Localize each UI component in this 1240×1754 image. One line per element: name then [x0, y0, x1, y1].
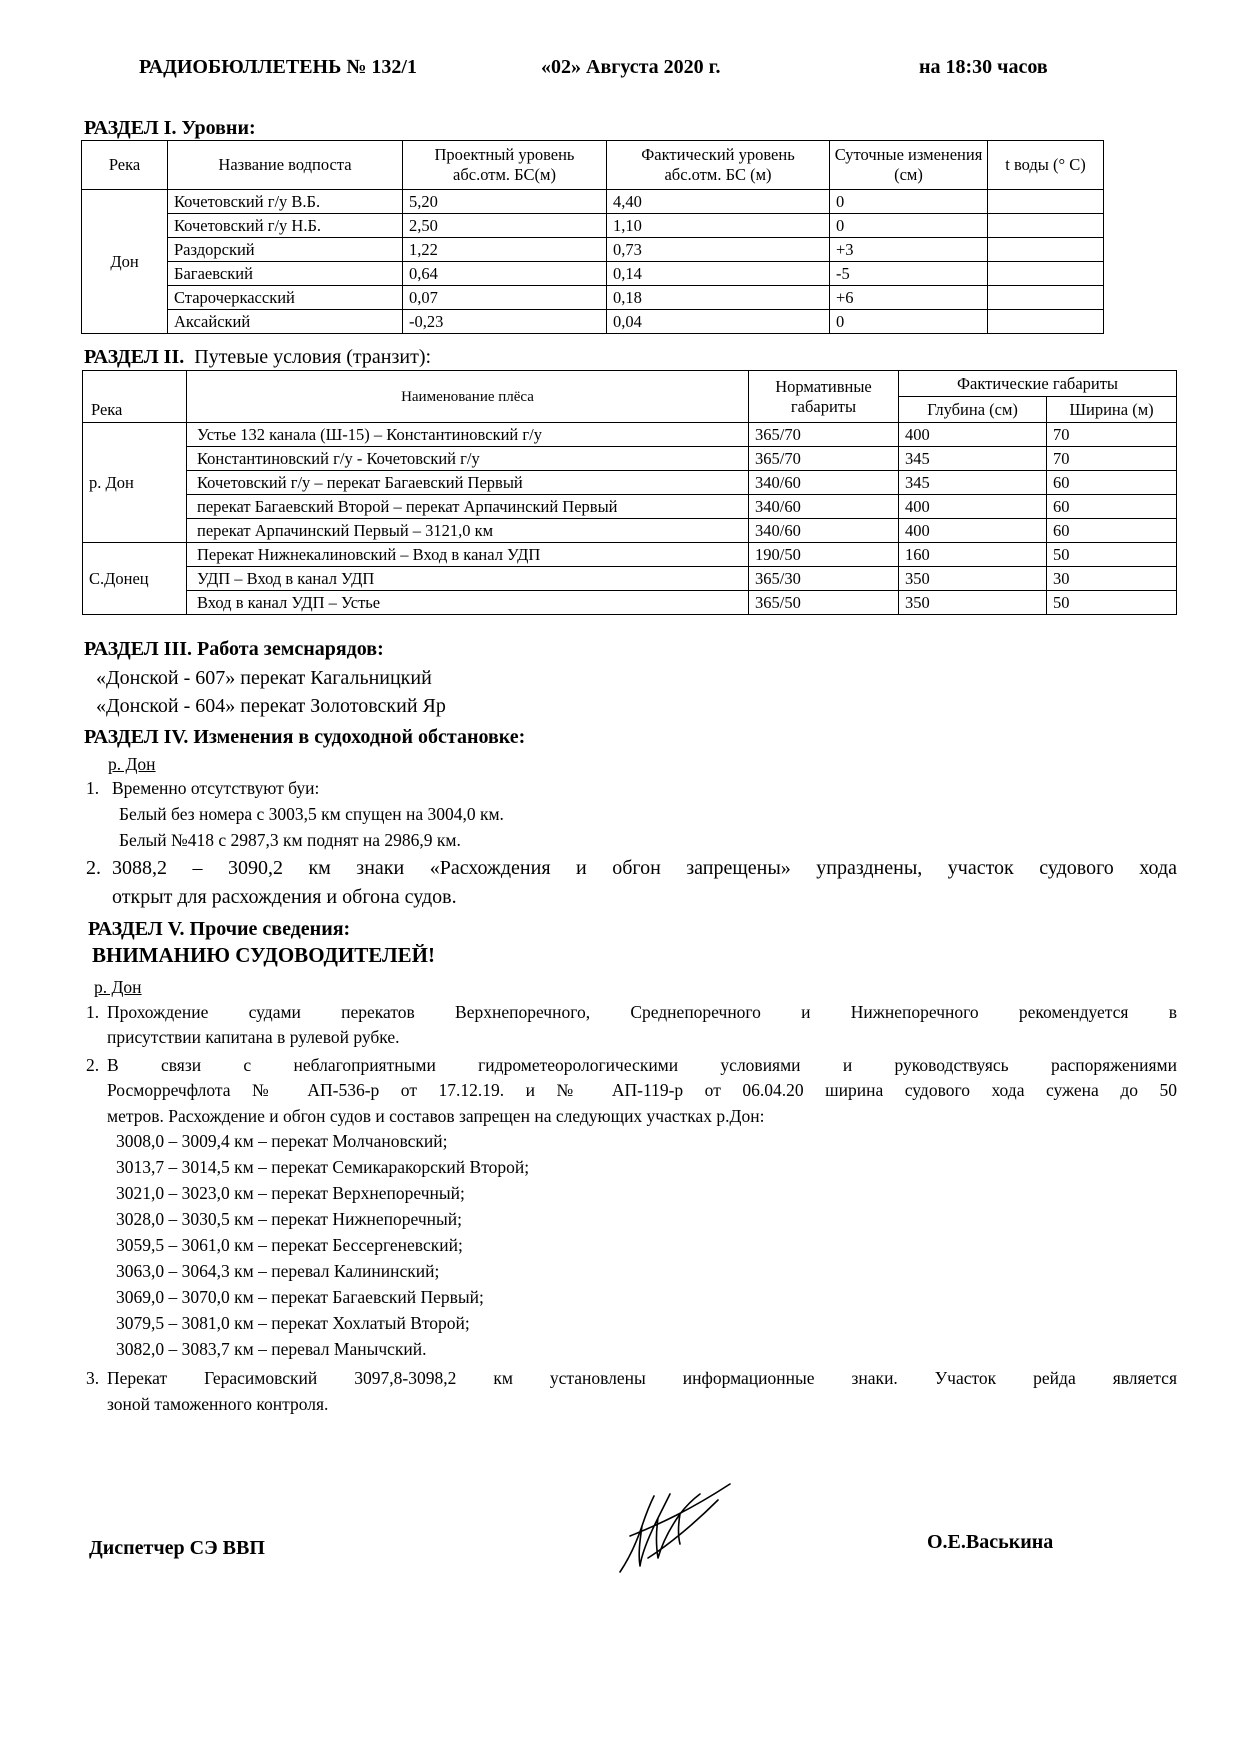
depth-cell: 400 [899, 495, 1047, 519]
section5-item2-line1: В связи с неблагоприятными гидрометеорологическими условиями и руководствуясь распоряжениями [107, 1055, 1177, 1075]
daily-change-cell: -5 [830, 262, 988, 286]
col-river: Река [82, 141, 168, 190]
stretch-name-cell: Устье 132 канала (Ш-15) – Константиновский г/у [187, 423, 749, 447]
water-temp-cell [988, 262, 1104, 286]
restricted-section-item: 3059,5 – 3061,0 км – перекат Бессергеневский; [116, 1235, 463, 1255]
section4-buoy-line: Белый без номера с 3003,5 км спущен на 3004,0 км. [119, 804, 504, 824]
normative-cell: 365/70 [749, 447, 899, 471]
section5-item3-number: 3. [86, 1368, 100, 1388]
width-cell: 30 [1047, 567, 1177, 591]
width-cell: 60 [1047, 495, 1177, 519]
width-cell: 60 [1047, 519, 1177, 543]
restricted-section-item: 3021,0 – 3023,0 км – перекат Верхнепоречный; [116, 1183, 465, 1203]
restricted-section-item: 3069,0 – 3070,0 км – перекат Багаевский Первый; [116, 1287, 484, 1307]
dispatcher-name: О.Е.Васькина [927, 1531, 1054, 1553]
station-name-cell: Аксайский [168, 310, 403, 334]
col-river: Река [83, 371, 187, 423]
col-actual-group: Фактические габариты [899, 371, 1177, 397]
col-station: Название водпоста [168, 141, 403, 190]
dispatcher-position: Диспетчер СЭ ВВП [89, 1537, 265, 1559]
width-cell: 70 [1047, 423, 1177, 447]
restricted-section-item: 3013,7 – 3014,5 км – перекат Семикаракорский Второй; [116, 1157, 530, 1177]
section4-river: р. Дон [108, 754, 156, 774]
actual-level-cell: 0,14 [607, 262, 830, 286]
level-row [82, 262, 1104, 286]
stretch-name-cell: Перекат Нижнекалиновский – Вход в канал УДП [187, 543, 749, 567]
transit-row [83, 423, 1177, 447]
stretch-name-cell: Кочетовский г/у – перекат Багаевский Первый [187, 471, 749, 495]
river-cell: С.Донец [83, 543, 187, 615]
water-temp-cell [988, 286, 1104, 310]
section5-item1-line1: Прохождение судами перекатов Верхнепоречного, Среднепоречного и Нижнепоречного рекомендуется в [107, 1002, 1177, 1022]
transit-row [83, 591, 1177, 615]
section4-buoy-line: Белый №418 с 2987,3 км поднят на 2986,9 км. [119, 830, 461, 850]
restricted-section-item: 3063,0 – 3064,3 км – перевал Калининский; [116, 1261, 440, 1281]
stretch-name-cell: Константиновский г/у - Кочетовский г/у [187, 447, 749, 471]
restricted-section-item: 3082,0 – 3083,7 км – перевал Манычский. [116, 1339, 427, 1359]
depth-cell: 400 [899, 519, 1047, 543]
col-normative: Нормативные габариты [749, 371, 899, 423]
restricted-section-item: 3028,0 – 3030,5 км – перекат Нижнепоречный; [116, 1209, 463, 1229]
depth-cell: 345 [899, 471, 1047, 495]
section4-item1-title: Временно отсутствуют буи: [112, 778, 320, 798]
daily-change-cell: +3 [830, 238, 988, 262]
transit-header-row-1 [83, 371, 1177, 397]
normative-cell: 365/30 [749, 567, 899, 591]
col-stretch: Наименование плёса [187, 371, 749, 423]
section1-title: РАЗДЕЛ I. Уровни: [84, 117, 256, 139]
section2-title-text: Путевые условия (транзит): [194, 346, 432, 368]
section4-item2-number: 2. [86, 857, 101, 879]
transit-row [83, 543, 1177, 567]
stretch-name-cell: Вход в канал УДП – Устье [187, 591, 749, 615]
depth-cell: 350 [899, 591, 1047, 615]
section5-river: р. Дон [94, 977, 142, 997]
section4-item2-line1: 3088,2 – 3090,2 км знаки «Расхождения и обгон запрещены» упразднены, участок судового хода [112, 857, 1177, 879]
transit-row [83, 519, 1177, 543]
river-cell: р. Дон [83, 423, 187, 543]
level-row [82, 286, 1104, 310]
bulletin-title: РАДИОБЮЛЛЕТЕНЬ № 132/1 [139, 56, 417, 78]
actual-level-cell: 0,73 [607, 238, 830, 262]
transit-row [83, 447, 1177, 471]
col-project-level: Проектный уровень абс.отм. БС(м) [403, 141, 607, 190]
col-water-temp: t воды (° C) [988, 141, 1104, 190]
daily-change-cell: 0 [830, 190, 988, 214]
section5-title: РАЗДЕЛ V. Прочие сведения: [88, 918, 351, 940]
transit-table [82, 370, 1177, 615]
project-level-cell: 5,20 [403, 190, 607, 214]
section3-title: РАЗДЕЛ III. Работа земснарядов: [84, 638, 384, 660]
station-name-cell: Старочеркасский [168, 286, 403, 310]
bulletin-time: на 18:30 часов [919, 56, 1048, 78]
water-temp-cell [988, 214, 1104, 238]
restricted-section-item: 3079,5 – 3081,0 км – перекат Хохлатый Второй; [116, 1313, 470, 1333]
width-cell: 50 [1047, 543, 1177, 567]
level-row [82, 310, 1104, 334]
signature-image [600, 1474, 740, 1584]
project-level-cell: 0,07 [403, 286, 607, 310]
project-level-cell: 0,64 [403, 262, 607, 286]
water-temp-cell [988, 310, 1104, 334]
station-name-cell: Раздорский [168, 238, 403, 262]
depth-cell: 160 [899, 543, 1047, 567]
level-row [82, 238, 1104, 262]
normative-cell: 340/60 [749, 495, 899, 519]
actual-level-cell: 0,04 [607, 310, 830, 334]
project-level-cell: -0,23 [403, 310, 607, 334]
section2-title-label: РАЗДЕЛ II. [84, 346, 185, 368]
section5-item1-line2: присутствии капитана в рулевой рубке. [107, 1027, 400, 1047]
section4-item1-number: 1. [86, 778, 100, 798]
actual-level-cell: 0,18 [607, 286, 830, 310]
actual-level-cell: 1,10 [607, 214, 830, 238]
water-temp-cell [988, 190, 1104, 214]
river-cell: Дон [82, 190, 168, 334]
attention-heading: ВНИМАНИЮ СУДОВОДИТЕЛЕЙ! [92, 943, 435, 967]
section4-item2-line2: открыт для расхождения и обгона судов. [112, 886, 457, 908]
section5-item3-line2: зоной таможенного контроля. [107, 1394, 329, 1414]
section4-title: РАЗДЕЛ IV. Изменения в судоходной обстановке: [84, 726, 526, 748]
daily-change-cell: 0 [830, 214, 988, 238]
daily-change-cell: 0 [830, 310, 988, 334]
station-name-cell: Багаевский [168, 262, 403, 286]
col-actual-level: Фактический уровень абс.отм. БС (м) [607, 141, 830, 190]
level-row [82, 190, 1104, 214]
stretch-name-cell: перекат Багаевский Второй – перекат Арпачинский Первый [187, 495, 749, 519]
restricted-section-item: 3008,0 – 3009,4 км – перекат Молчановский; [116, 1131, 448, 1151]
depth-cell: 345 [899, 447, 1047, 471]
normative-cell: 340/60 [749, 471, 899, 495]
section5-item1-number: 1. [86, 1002, 100, 1022]
dredger-item-2: «Донской - 604» перекат Золотовский Яр [96, 695, 446, 717]
section5-item2-line2: Росморречфлота № АП-536-р от 17.12.19. и № АП-119-р от 06.04.20 ширина судового хода сужена до 50 [107, 1080, 1177, 1100]
water-temp-cell [988, 238, 1104, 262]
col-daily-change: Суточные изменения (см) [830, 141, 988, 190]
col-width: Ширина (м) [1047, 397, 1177, 423]
depth-cell: 350 [899, 567, 1047, 591]
bulletin-date: «02» Августа 2020 г. [541, 56, 721, 78]
normative-cell: 190/50 [749, 543, 899, 567]
stretch-name-cell: УДП – Вход в канал УДП [187, 567, 749, 591]
dredger-item-1: «Донской - 607» перекат Кагальницкий [96, 667, 432, 689]
normative-cell: 365/70 [749, 423, 899, 447]
transit-row [83, 495, 1177, 519]
actual-level-cell: 4,40 [607, 190, 830, 214]
section5-item3-line1: Перекат Герасимовский 3097,8-3098,2 км установлены информационные знаки. Участок рейда является [107, 1368, 1177, 1388]
project-level-cell: 1,22 [403, 238, 607, 262]
project-level-cell: 2,50 [403, 214, 607, 238]
station-name-cell: Кочетовский г/у В.Б. [168, 190, 403, 214]
section5-item2-line3: метров. Расхождение и обгон судов и составов запрещен на следующих участках р.Дон: [107, 1106, 765, 1126]
width-cell: 70 [1047, 447, 1177, 471]
station-name-cell: Кочетовский г/у Н.Б. [168, 214, 403, 238]
col-depth: Глубина (см) [899, 397, 1047, 423]
width-cell: 50 [1047, 591, 1177, 615]
stretch-name-cell: перекат Арпачинский Первый – 3121,0 км [187, 519, 749, 543]
levels-header-row [82, 141, 1104, 190]
levels-table [81, 140, 1104, 334]
depth-cell: 400 [899, 423, 1047, 447]
normative-cell: 365/50 [749, 591, 899, 615]
width-cell: 60 [1047, 471, 1177, 495]
normative-cell: 340/60 [749, 519, 899, 543]
daily-change-cell: +6 [830, 286, 988, 310]
section5-item2-number: 2. [86, 1055, 100, 1075]
transit-row [83, 567, 1177, 591]
level-row [82, 214, 1104, 238]
section2-title [84, 346, 431, 369]
transit-row [83, 471, 1177, 495]
